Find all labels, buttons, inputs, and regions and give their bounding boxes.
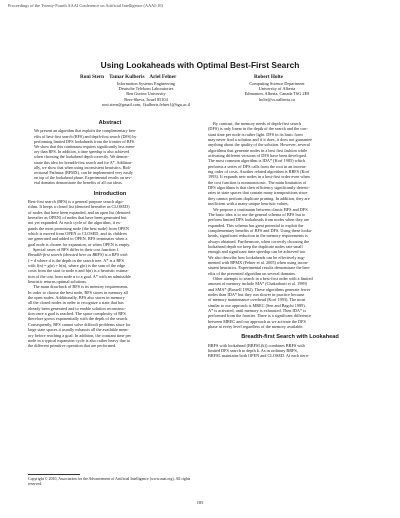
body-line: 1993). It expands new nodes in a best-first order even when [208,174,310,180]
abstract-text [28,128,192,185]
body-line: expanded. This schema has great potential to exploit the [208,222,304,228]
body-line: between MREC and our approach as we activate the DFS [208,318,306,324]
body-line: the different primitive operation that are performed. [28,343,117,349]
body-line: BRFSL maintains both OPEN and CLOSED. At each itera- [208,353,310,359]
affiliation-line: Computing Science Department [249,81,305,86]
body-line: of nodes that have been expanded, and an open list (denoted [28,209,131,215]
affiliation-line: Beer-Sheva, Israel 85104 [124,96,168,102]
body-line: rithm. It keeps a closed list (denoted hereafter as CLOSED) [28,204,130,210]
authors-left: Roni Stern Tamar Kulberis Ariel Felner [80,74,177,80]
proceedings-header: Proceedings of the Twenty-Fourth AAAI Conference on Artificial Intelligence (AAAI-10) [8,3,163,8]
body-line: lookahead depth we keep the duplicate nodes rate small [208,243,303,249]
body-line: heads, significant reduction in the memory requirements is [208,233,308,239]
footnote-rule [28,474,80,475]
body-line: tion of the cost from node n to a goal. A* with an admissible [28,273,131,279]
body-line: stant time per node is rather light. DFS in its basic form [208,131,303,137]
body-line: nodes than IDA* but they run slower in practice because [208,292,305,297]
body-line: large state spaces it usually exhausts all the available mem- [28,327,129,333]
body-line: always obtained. Furthermore, when correctly choosing the [208,238,310,244]
section-heading-brfs-lookahead: Breadth-first Search with Lookahead [241,334,339,341]
body-line: enough and significant time speedup can be achieved too. [208,249,307,255]
section2-text [208,343,372,359]
abstract-line: on top of the lookahead phase. Experimental results on sev- [34,175,132,181]
affiliation-line: University of Alberta [258,86,296,92]
body-line: Consequently, BFS cannot solve difficult problems since for [28,321,131,327]
body-line: ing order of costs. Another related algorithm is RBFS (Korf [208,169,310,175]
body-line: already been generated and to enable solution reconstruc- [28,305,126,311]
body-line: performed from the frontier. There is a significant difference [208,313,311,319]
page-number: 185 [196,500,204,505]
paper-title: Using Lookaheads with Optimal Best-First Search [100,60,300,70]
body-line: performs a series of DFS calls from the root in an increas- [208,163,307,169]
body-line: (DFS) is only linear in the depth of the search and the con- [208,126,308,132]
body-line: heuristic returns optimal solutions. [28,279,88,285]
introduction-text [28,199,192,349]
copyright-notice: Copyright © 2010, Association for the Advancement of Artificial Intelligence (www.aaai.org). All rights reserved. [28,477,191,486]
body-line: mented with BPMX (Felner et al. 2005) when using incon- [208,259,309,265]
body-line: goal node is chosen for expansion, or when OPEN is empty. [28,241,131,247]
body-line: activating different versions of DFS have been developed. [208,153,307,159]
body-line: By contrast, the memory needs of depth-first search [213,121,302,126]
body-line: of memory maintenance overhead (Korf 1993). The most [208,297,306,303]
body-line: the open nodes. Additionally, BFS also stores in memory [28,295,125,301]
body-line: ory before reaching a goal. In addition, the constant time per [28,332,131,338]
abstract-line: eral domains demonstrate the benefits of all our ideas. [34,180,123,186]
body-line: therefore grows exponentially with the depth of the search. [28,316,129,322]
body-line: complementary benefits of BFS and DFS. Using these looka- [208,227,313,233]
body-line: similar to our approach is MREC (Sen and Bagchi 1989). [208,302,306,308]
body-line: A* is activated, until memory is exhausted. Then IDA* is [208,308,307,314]
body-line: and SMA* (Russell 1992). These algorithms generate fewer [208,286,311,292]
body-line: We also describe how lookaheads can be effectively aug- [208,254,306,260]
abstract-line: when choosing the lookahead depth correctly. We demon- [34,154,129,160]
affiliation-line: Edmonton, Alberta, Canada T6G 2E8 [244,91,310,97]
affiliation-right [222,81,332,102]
right-column [208,121,372,359]
introduction-heading: Introduction [93,190,127,197]
body-line: Other attempts to search in a best-first order with a limited [213,275,313,281]
body-line: Best-first search (BFS) is a general purpose search algo- [28,198,124,204]
affiliation-line: Ben Gurion University [126,91,166,97]
body-line: DFS algorithms is that their efficiency significantly deterio- [208,185,310,191]
body-line: are generated and added to OPEN. BFS terminates when a [28,236,128,242]
body-line: The most common algorithm is IDA* (Korf 1985) which [208,158,306,164]
body-line: BRFS with lookahead (BRFSL(k)) combines BRFS with [208,342,305,348]
body-line: inefficient with a many unique heuristic values. [208,201,289,207]
authors-right: Robert Holte [254,74,283,80]
body-line: hereafter as OPEN) of nodes that have been generated but [28,214,127,220]
body-line: limited DFS search to depth k. As in ordinary BRFS, [208,348,298,354]
body-line: may never find a solution and if it does, it does not guarantee [208,137,312,143]
body-line: anything about the quality of the solution. However, several [208,142,310,148]
left-column [28,121,192,349]
abstract-line: strate this idea for breadth-first search and for A*. Addition- [34,159,133,165]
affiliation-left [76,81,216,107]
affiliation-line: Information Systems Engineering [117,81,175,86]
body-line: pands the most promising node (the best node) from OPEN [28,225,129,231]
body-line: all the closed nodes in order to recognize a state that has [28,300,124,306]
body-line: tion once a goal is reached. The space complexity of BFS [28,311,126,317]
abstract-line: We present an algorithm that exploits the complementary ben- [34,128,136,134]
body-line: sistent heuristics. Experimental results demonstrate the ben- [208,265,311,271]
abstract-heading: Abstract [98,120,122,126]
abstract-line: ally, we show that when using inconsistent heuristics, Bidi- [34,164,132,170]
body-line: not yet expanded. At each cycle of the algorithm, it ex- [28,220,122,226]
abstract-line: rectional Pathmax (BPMX), can be implemented very easily [34,169,133,175]
body-line: algorithms that generate nodes in a best first fashion while [208,147,308,153]
body-line: node in a typical expansion cycle is also rather heavy due to [28,337,131,343]
body-line: f = d where d is the depth in the search tree. A* is a BFS [28,257,124,263]
abstract-line: performing limited DFS lookaheads from the frontier of BFS. [34,138,136,144]
abstract-line: ory than BFS. In addition, a time speedup is also achieved [34,149,130,155]
abstract-line: We show that this continuum requires significantly less mem- [34,143,136,149]
body-line: amount of memory include MA* (Chakrabarti et al. 1989) [208,281,308,287]
abstract-line: efits of best-first search (BFS) and depth-first search (DFS) by [34,133,137,139]
body-line: they cannot perform duplicate pruning. In addition, they are [208,195,310,201]
body-line: Breadth-first search (denoted here as BRFS) is a BFS with [28,252,128,258]
body-line: rates in state spaces that contain many transpositions since [208,190,308,196]
body-line: the cost function is nonmonotonic. The main limitation of [208,179,307,185]
body-line: with f(n) = g(n) + h(n), where g(n) is the sum of the edge [28,263,126,269]
body-line: We propose a continuum between classic BFS and DFS. [213,206,309,212]
body-line: Special cases of BFS differ in their cost function f. [33,247,120,253]
body-line: efits of the presented algorithm on several domains. [208,270,297,276]
affiliation-line: Deutsche Telekom Laboratories [118,86,174,92]
body-line: The basic idea is to use the general schema of BFS but to [208,211,306,217]
affiliation-line: roni.stern@gmail.com, {kulberis,felner}@bgu.ac.il [101,101,191,107]
affiliation-line: holte@cs.ualberta.ca [259,96,295,102]
body-line: perform limited DFS lookaheads from nodes when they are [208,217,310,223]
body-line: phase at every level regardless of the memory available. [208,324,304,330]
body-line: which is moved from OPEN to CLOSED, and its children [28,230,127,236]
body-line: costs from the start to node n and h(n) is a heuristic estima- [28,268,129,274]
right-body-text [208,121,372,329]
body-line: The main drawback of BFS is its memory requirements. [33,284,129,290]
body-line: In order to choose the best node, BFS stores in memory all [28,289,128,295]
